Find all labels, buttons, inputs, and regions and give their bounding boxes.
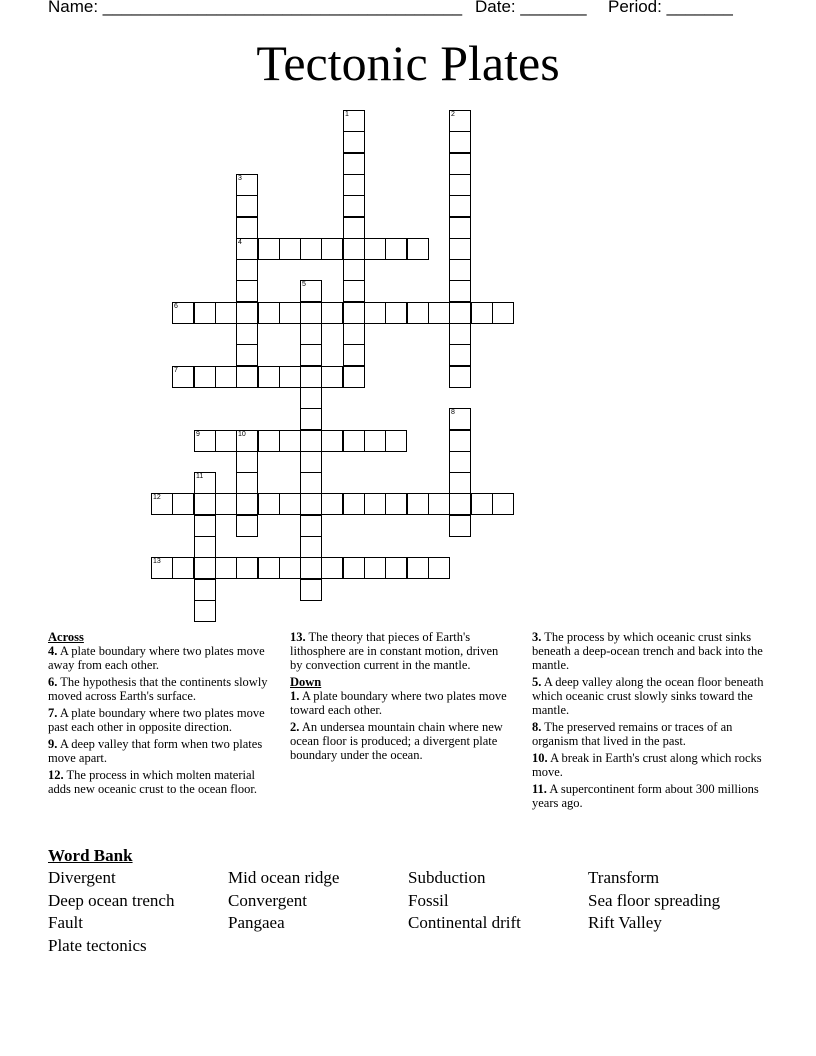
crossword-cell[interactable] (236, 323, 258, 345)
crossword-cell[interactable] (194, 600, 216, 622)
page-title: Tectonic Plates (256, 35, 560, 91)
crossword-cell[interactable] (279, 302, 301, 324)
crossword-cell[interactable] (385, 430, 407, 452)
word-bank-item: Convergent (228, 891, 308, 910)
clue-down-11: 11. A supercontinent form about 300 millions years ago. (532, 782, 759, 810)
crossword-cell[interactable] (449, 451, 471, 473)
crossword-cell[interactable] (236, 344, 258, 366)
crossword-cell[interactable] (343, 238, 365, 260)
crossword-cell[interactable] (279, 430, 301, 452)
clue-number: 12 (153, 494, 161, 501)
crossword-cell[interactable] (236, 366, 258, 388)
crossword-cell[interactable] (364, 493, 386, 515)
word-bank-item: Sea floor spreading (588, 891, 721, 910)
crossword-cell[interactable] (321, 493, 343, 515)
crossword-cell[interactable] (449, 110, 471, 132)
crossword-cell[interactable] (279, 366, 301, 388)
crossword-cell[interactable] (194, 302, 216, 324)
crossword-cell[interactable] (321, 302, 343, 324)
crossword-cell[interactable] (300, 302, 322, 324)
crossword-cell[interactable] (172, 302, 194, 324)
clue-number: 6 (174, 303, 178, 310)
word-bank-item: Mid ocean ridge (228, 868, 340, 887)
across-heading: Across (48, 630, 84, 644)
crossword-cell[interactable] (343, 493, 365, 515)
crossword-cell[interactable] (428, 557, 450, 579)
crossword-cell[interactable] (449, 259, 471, 281)
down-heading: Down (290, 675, 322, 689)
word-bank-item: Divergent (48, 868, 116, 887)
clue-number: 9 (196, 431, 200, 438)
word-bank-item: Deep ocean trench (48, 891, 175, 910)
crossword-cell[interactable] (258, 302, 280, 324)
name-field[interactable]: Name: ______________________________________ (48, 0, 463, 16)
crossword-cell[interactable] (300, 366, 322, 388)
crossword-cell[interactable] (449, 366, 471, 388)
crossword-cell[interactable] (343, 217, 365, 239)
crossword-cell[interactable] (449, 323, 471, 345)
crossword-cell[interactable] (236, 557, 258, 579)
crossword-cell[interactable] (236, 430, 258, 452)
crossword-cell[interactable] (300, 344, 322, 366)
crossword-cell[interactable] (300, 536, 322, 558)
crossword-cell[interactable] (172, 557, 194, 579)
crossword-cell[interactable] (300, 493, 322, 515)
crossword-cell[interactable] (449, 131, 471, 153)
clue-column-3 (532, 630, 768, 813)
crossword-cell[interactable] (194, 536, 216, 558)
clue-column-2 (290, 630, 512, 765)
crossword-cell[interactable] (236, 238, 258, 260)
crossword-cell[interactable] (321, 430, 343, 452)
crossword-cell[interactable] (343, 259, 365, 281)
crossword-cell[interactable] (449, 493, 471, 515)
clue-number: 3 (238, 175, 242, 182)
crossword-cell[interactable] (343, 366, 365, 388)
crossword-cell[interactable] (449, 280, 471, 302)
crossword-cell[interactable] (343, 323, 365, 345)
word-bank-title: Word Bank (48, 846, 133, 865)
crossword-cell[interactable] (343, 280, 365, 302)
crossword-cell[interactable] (471, 302, 493, 324)
crossword-cell[interactable] (258, 493, 280, 515)
crossword-cell[interactable] (279, 238, 301, 260)
crossword-cell[interactable] (343, 302, 365, 324)
crossword-cell[interactable] (407, 302, 429, 324)
crossword-cell[interactable] (428, 493, 450, 515)
crossword-cell[interactable] (449, 302, 471, 324)
crossword-cell[interactable] (236, 493, 258, 515)
clue-across-4: 4. A plate boundary where two plates move away from each other. (48, 644, 265, 672)
crossword-cell[interactable] (449, 430, 471, 452)
crossword-cell[interactable] (258, 366, 280, 388)
clue-number: 11 (196, 473, 204, 480)
crossword-cell[interactable] (449, 344, 471, 366)
clue-down-2: 2. An undersea mountain chain where new ocean floor is produced; a divergent plate boundary under the ocean. (290, 720, 503, 762)
crossword-cell[interactable] (236, 217, 258, 239)
word-bank-item: Plate tectonics (48, 936, 147, 955)
date-field[interactable]: Date: _______ (475, 0, 587, 16)
crossword-cell[interactable] (343, 174, 365, 196)
crossword-cell[interactable] (364, 302, 386, 324)
crossword-cell[interactable] (236, 515, 258, 537)
crossword-cell[interactable] (343, 131, 365, 153)
crossword-cell[interactable] (236, 174, 258, 196)
word-bank-item: Pangaea (228, 913, 285, 932)
crossword-cell[interactable] (236, 259, 258, 281)
crossword-cell[interactable] (236, 451, 258, 473)
crossword-cell[interactable] (449, 174, 471, 196)
crossword-cell[interactable] (300, 557, 322, 579)
word-bank-item: Transform (588, 868, 660, 887)
crossword-cell[interactable] (194, 366, 216, 388)
crossword-cell[interactable] (428, 302, 450, 324)
crossword-cell[interactable] (321, 238, 343, 260)
crossword-cell[interactable] (343, 430, 365, 452)
clue-down-3: 3. The process by which oceanic crust sinks beneath a deep-ocean trench and back into the mantle. (532, 630, 763, 672)
clue-across-7: 7. A plate boundary where two plates move past each other in opposite direction. (48, 706, 265, 734)
crossword-cell[interactable] (343, 153, 365, 175)
word-bank-item: Fault (48, 913, 83, 932)
crossword-cell[interactable] (194, 557, 216, 579)
crossword-cell[interactable] (449, 217, 471, 239)
crossword-cell[interactable] (151, 493, 173, 515)
crossword-cell[interactable] (364, 430, 386, 452)
clue-number: 8 (451, 409, 455, 416)
crossword-cell[interactable] (172, 366, 194, 388)
crossword-cell[interactable] (300, 238, 322, 260)
word-bank-item: Fossil (408, 891, 449, 910)
clue-across-6: 6. The hypothesis that the continents slowly moved across Earth's surface. (48, 675, 268, 703)
crossword-cell[interactable] (215, 302, 237, 324)
word-bank-item: Continental drift (408, 913, 521, 932)
crossword-cell[interactable] (300, 579, 322, 601)
crossword-cell[interactable] (300, 451, 322, 473)
crossword-cell[interactable] (215, 557, 237, 579)
crossword-cell[interactable] (385, 493, 407, 515)
word-bank-item: Subduction (408, 868, 486, 887)
crossword-cell[interactable] (385, 302, 407, 324)
crossword-cell[interactable] (407, 238, 429, 260)
clue-number: 4 (238, 239, 242, 246)
crossword-cell[interactable] (300, 472, 322, 494)
crossword-cell[interactable] (492, 493, 514, 515)
crossword-cell[interactable] (343, 110, 365, 132)
crossword-cell[interactable] (385, 238, 407, 260)
clue-number: 1 (345, 111, 349, 118)
crossword-cell[interactable] (236, 302, 258, 324)
clue-down-10: 10. A break in Earth's crust along which rocks move. (532, 751, 762, 779)
crossword-cell[interactable] (300, 515, 322, 537)
crossword-cell[interactable] (449, 153, 471, 175)
crossword-cell[interactable] (151, 557, 173, 579)
clue-number: 5 (302, 281, 306, 288)
crossword-cell[interactable] (385, 557, 407, 579)
crossword-cell[interactable] (236, 280, 258, 302)
crossword-cell[interactable] (449, 472, 471, 494)
crossword-cell[interactable] (471, 493, 493, 515)
crossword-cell[interactable] (236, 472, 258, 494)
crossword-cell[interactable] (343, 344, 365, 366)
crossword-cell[interactable] (194, 515, 216, 537)
crossword-cell[interactable] (258, 557, 280, 579)
crossword-cell[interactable] (279, 493, 301, 515)
crossword-cell[interactable] (279, 557, 301, 579)
clue-column-1 (48, 630, 270, 799)
crossword-cell[interactable] (215, 430, 237, 452)
crossword-cell[interactable] (172, 493, 194, 515)
clue-number: 2 (451, 111, 455, 118)
clue-down-8: 8. The preserved remains or traces of an organism that lived in the past. (532, 720, 733, 748)
crossword-cell[interactable] (194, 472, 216, 494)
crossword-cell[interactable] (300, 387, 322, 409)
crossword-cell[interactable] (300, 280, 322, 302)
crossword-cell[interactable] (492, 302, 514, 324)
clue-across-12: 12. The process in which molten material adds new oceanic crust to the ocean floor. (48, 768, 257, 796)
crossword-cell[interactable] (194, 493, 216, 515)
crossword-cell[interactable] (449, 238, 471, 260)
crossword-cell[interactable] (321, 557, 343, 579)
crossword-cell[interactable] (194, 430, 216, 452)
crossword-cell[interactable] (364, 557, 386, 579)
crossword-cell[interactable] (343, 195, 365, 217)
clue-across-9: 9. A deep valley that form when two plates move apart. (48, 737, 263, 765)
crossword-cell[interactable] (407, 557, 429, 579)
clue-down-1: 1. A plate boundary where two plates move toward each other. (290, 689, 507, 717)
clue-across-13: 13. The theory that pieces of Earth's lithosphere are in constant motion, driven by convection current in the mantle. (290, 630, 499, 672)
crossword-cell[interactable] (300, 323, 322, 345)
crossword-cell[interactable] (343, 557, 365, 579)
crossword-cell[interactable] (215, 493, 237, 515)
crossword-cell[interactable] (407, 493, 429, 515)
period-field[interactable]: Period: _______ (608, 0, 733, 16)
crossword-cell[interactable] (215, 366, 237, 388)
crossword-cell[interactable] (194, 579, 216, 601)
crossword-cell[interactable] (300, 430, 322, 452)
crossword-cell[interactable] (449, 515, 471, 537)
clue-number: 7 (174, 367, 178, 374)
clue-down-5: 5. A deep valley along the ocean floor beneath which oceanic crust slowly sinks toward the mantle. (532, 675, 764, 717)
crossword-cell[interactable] (449, 408, 471, 430)
crossword-cell[interactable] (258, 238, 280, 260)
crossword-cell[interactable] (321, 366, 343, 388)
crossword-cell[interactable] (300, 408, 322, 430)
crossword-cell[interactable] (449, 195, 471, 217)
word-bank-item: Rift Valley (588, 913, 662, 932)
crossword-cell[interactable] (236, 195, 258, 217)
crossword-cell[interactable] (364, 238, 386, 260)
crossword-cell[interactable] (258, 430, 280, 452)
clue-number: 13 (153, 558, 161, 565)
clue-number: 10 (238, 431, 246, 438)
